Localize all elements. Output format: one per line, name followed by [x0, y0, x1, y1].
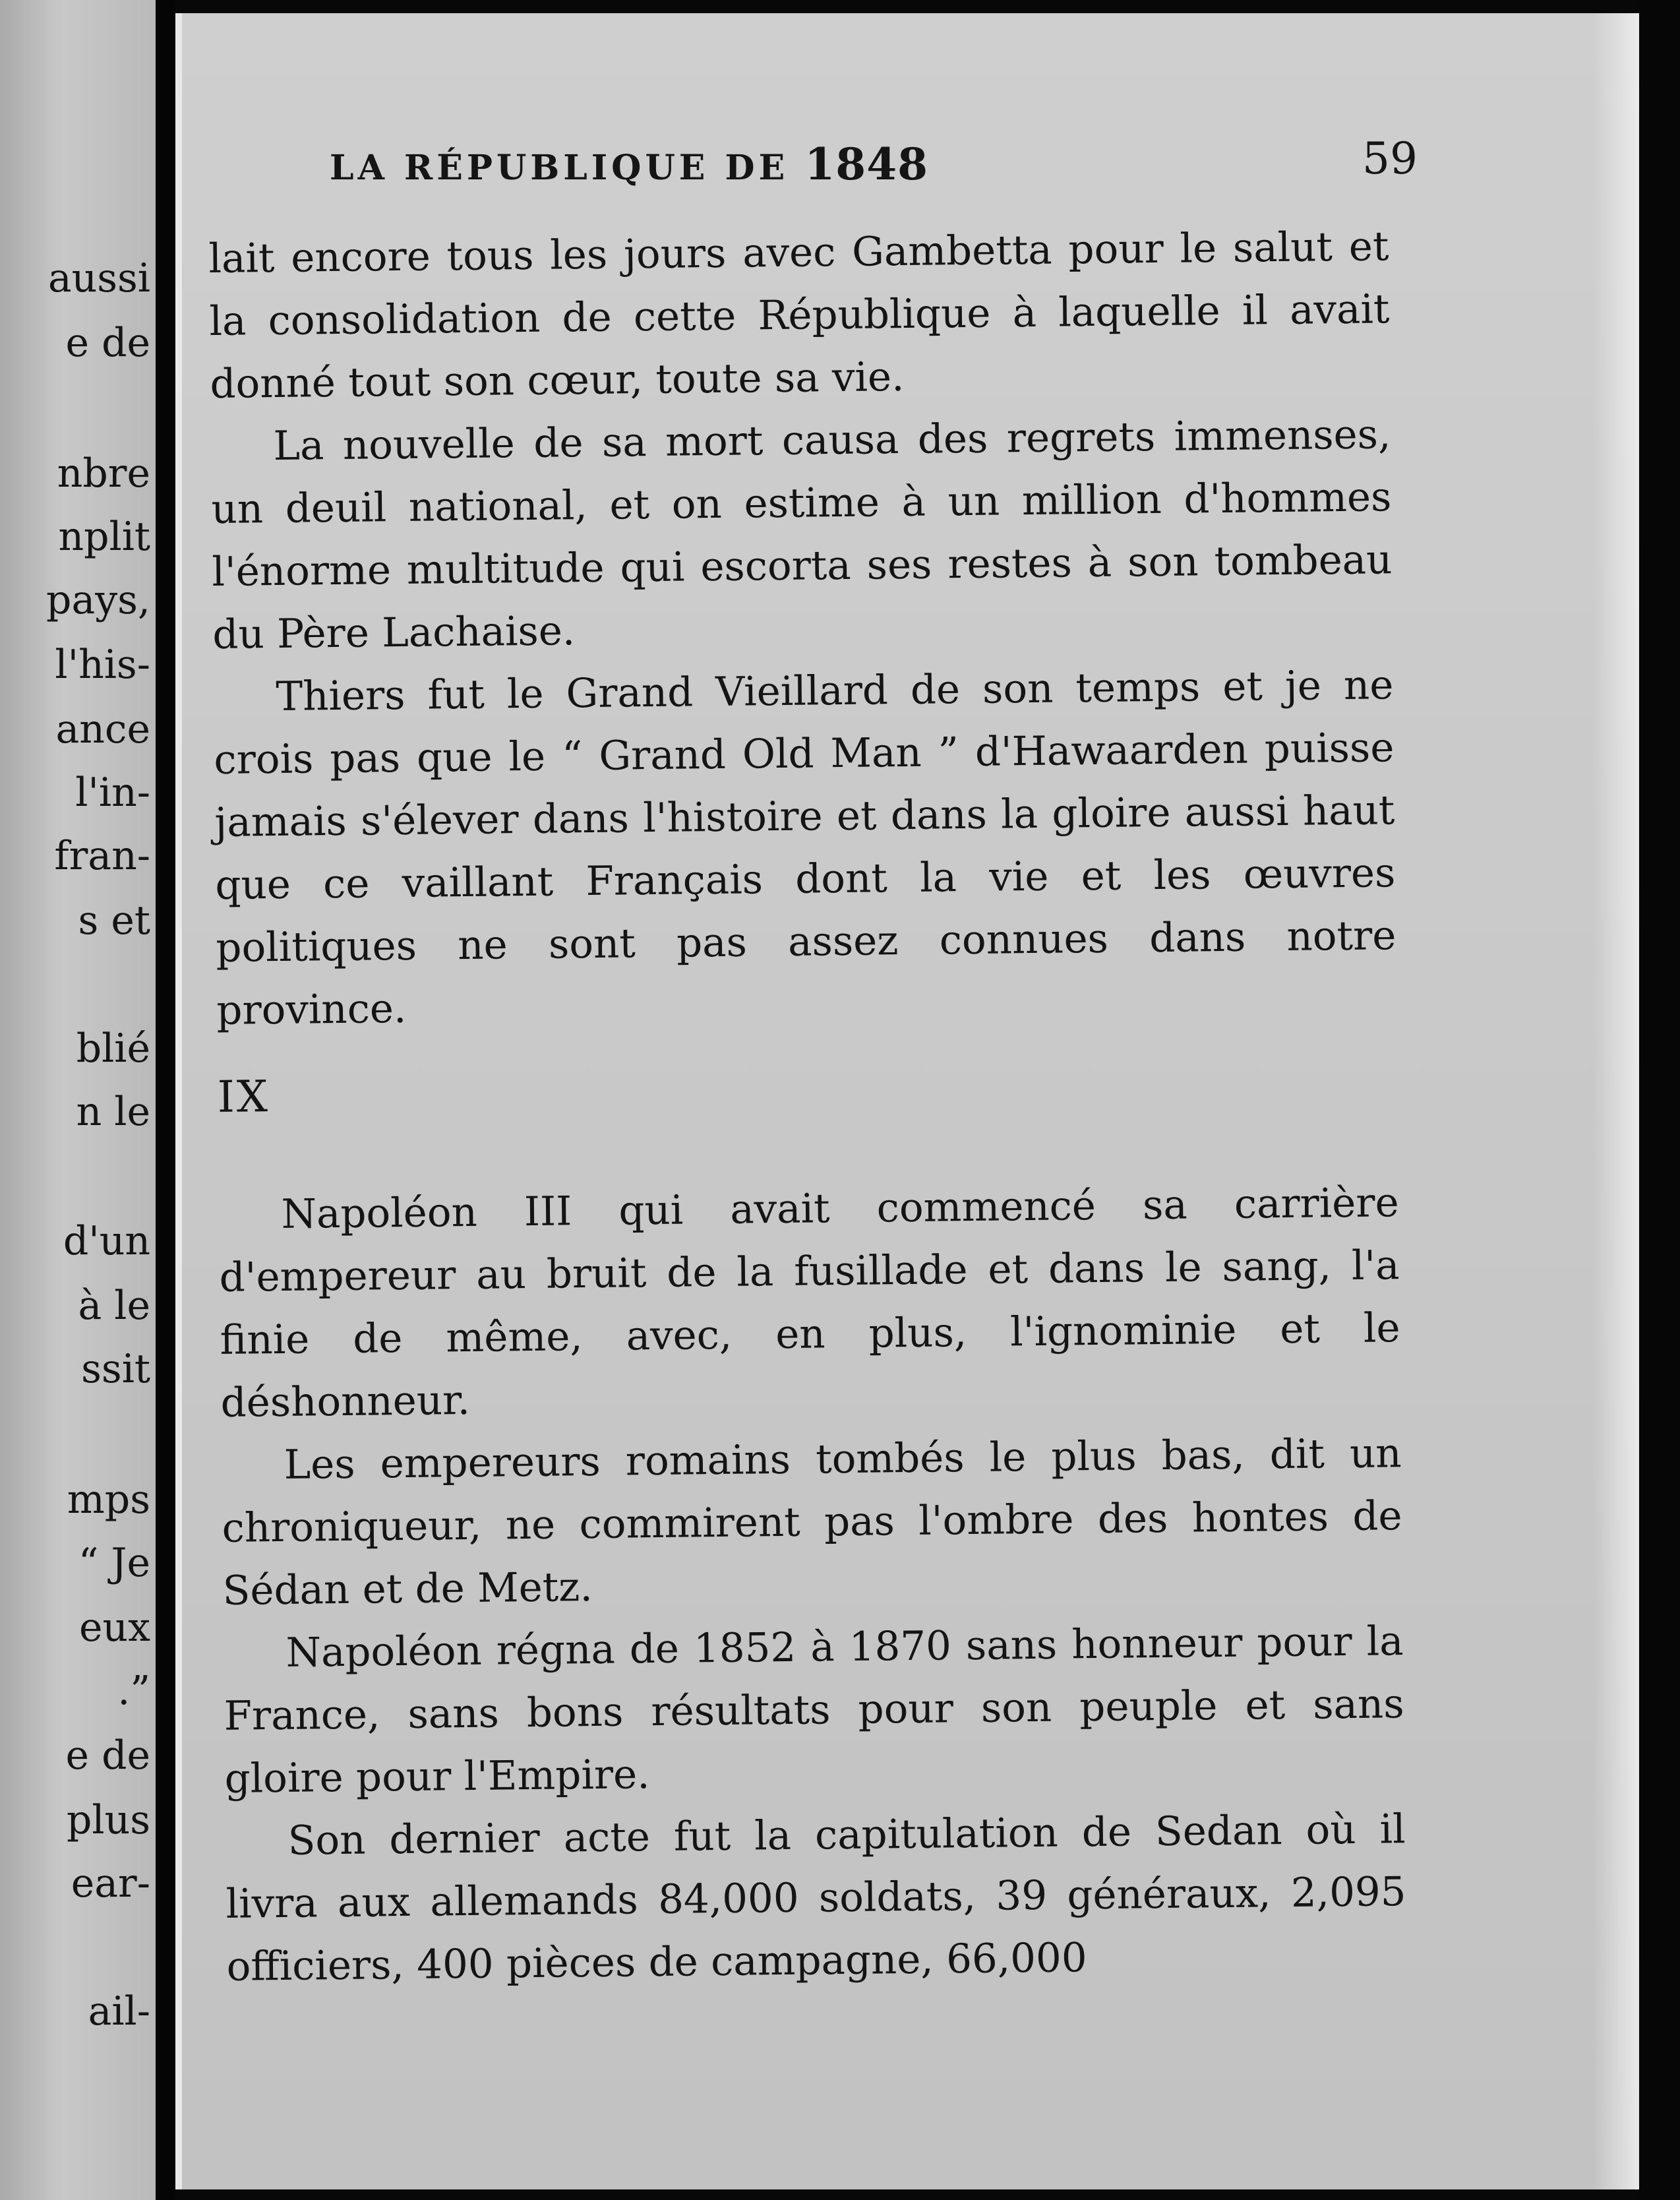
page-number: 59 [1362, 133, 1418, 184]
running-title: LA RÉPUBLIQUE DE 1848 [330, 138, 929, 190]
book-gutter [156, 0, 175, 2200]
left-fragment: d'un [63, 1218, 150, 1264]
left-fragment: blié [76, 1025, 150, 1072]
paragraph: lait encore tous les jours avec Gambetta pour le salut et la consolidation de cette République à laquelle il avait donné tout son cœur, toute sa vie. [208, 223, 1390, 408]
scan-right-edge [1639, 0, 1680, 2200]
left-fragment: pays, [46, 577, 150, 623]
left-fragment: e de [65, 1732, 150, 1779]
left-fragment: ance [55, 706, 150, 752]
left-fragment: fran- [54, 833, 150, 879]
left-fragment: aussi [47, 255, 150, 301]
left-fragment: n le [76, 1089, 150, 1135]
left-fragment: l'in- [75, 770, 150, 816]
paragraph: Napoléon régna de 1852 à 1870 sans honneur pour la France, sans bons résultats pour son peuple et sans gloire pour l'Empire. [224, 1618, 1404, 1802]
left-fragment: l'his- [55, 642, 150, 688]
paragraph: Napoléon III qui avait commencé sa carrière d'empereur au bruit de la fusillade et dans le sang, l'a finie de même, avec, en plus, l'ignominie et le déshonneur. [219, 1179, 1400, 1426]
left-fragment: ssit [81, 1346, 150, 1392]
section-number: IX [217, 1071, 270, 1122]
left-fragment: s et [78, 898, 150, 944]
running-title-year: 1848 [804, 138, 929, 190]
left-fragment: “ Je [78, 1540, 150, 1586]
left-fragment: plus [66, 1797, 150, 1843]
left-fragment: .” [117, 1668, 150, 1714]
left-fragment: nbre [57, 450, 150, 497]
page-body [208, 215, 1407, 1998]
left-page-strip [0, 0, 156, 2200]
paragraph: Thiers fut le Grand Vieillard de son temps et je ne crois pas que le “ Grand Old Man ” d'Hawaarden puisse jamais s'élever dans l'histoire et dans la gloire aussi haut que ce vaillant Français dont la vie et les œuvres politiques ne sont pas assez connues dans notre province. [214, 661, 1396, 1034]
left-fragment: nplit [58, 514, 150, 560]
paragraph: La nouvelle de sa mort causa des regrets immenses, un deuil national, et on estime à un million d'hommes l'énorme multitude qui escorta ses restes à son tombeau du Père Lachaise. [211, 411, 1393, 658]
left-fragment: e de [65, 320, 150, 366]
paragraph: Son dernier acte fut la capitulation de Sedan où il livra aux allemands 84,000 soldats, 39 généraux, 2,095 officiers, 400 pièces de campagne, 66,000 [225, 1806, 1406, 1990]
left-fragment: mps [67, 1477, 150, 1523]
left-fragment: ail- [88, 1988, 150, 2034]
paragraph: Les empereurs romains tombés le plus bas, dit un chroniqueur, ne commirent pas l'ombre des hontes de Sédan et de Metz. [222, 1430, 1402, 1614]
running-header [330, 133, 1418, 190]
left-fragment: à le [78, 1283, 150, 1329]
left-fragment: eux [79, 1604, 150, 1651]
left-fragment: ear- [71, 1860, 150, 1907]
